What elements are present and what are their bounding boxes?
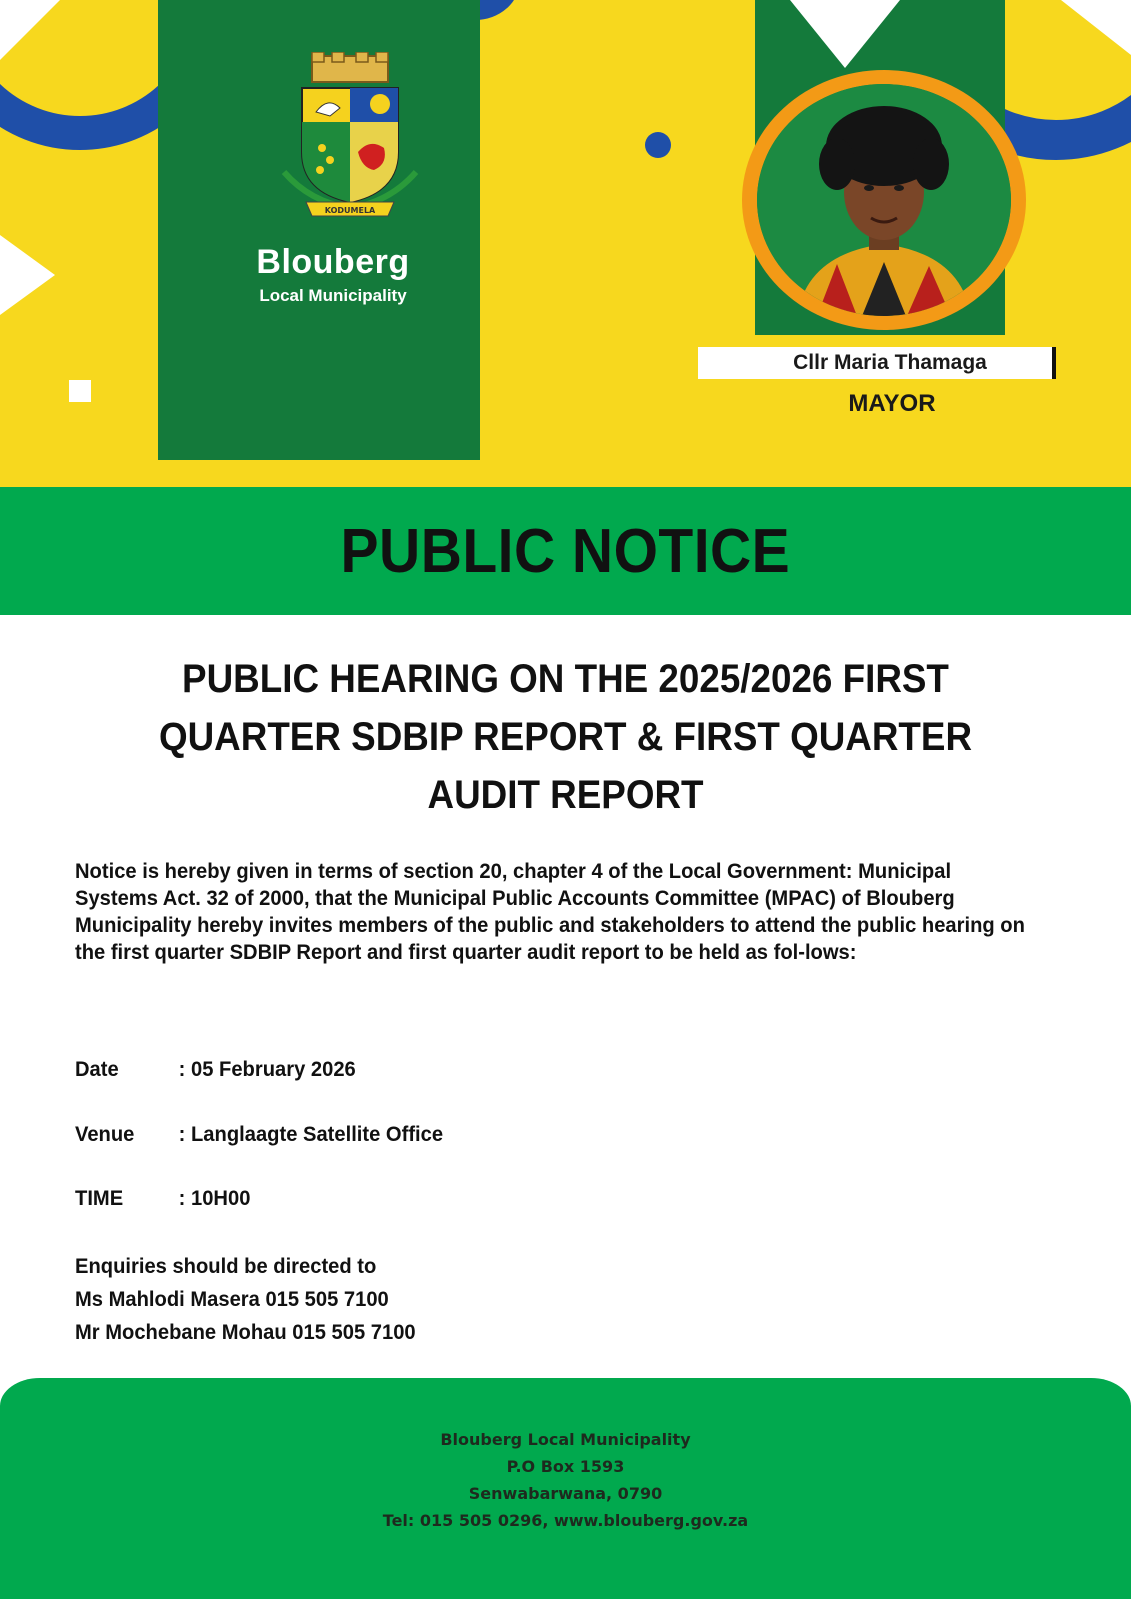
mayor-name: Cllr Maria Thamaga — [793, 351, 987, 374]
date-value: : 05 February 2026 — [178, 1058, 356, 1081]
mayor-portrait-icon — [757, 84, 1011, 316]
date-label: Date — [75, 1058, 119, 1081]
white-triangle-decoration — [1061, 0, 1131, 55]
white-notch-decoration — [790, 0, 900, 68]
public-notice-title: PUBLIC NOTICE — [340, 516, 791, 586]
white-triangle-decoration — [0, 0, 60, 60]
public-notice-band — [0, 487, 1131, 615]
footer-contact-line: Tel: 015 505 0296, www.blouberg.gov.za — [382, 1511, 749, 1530]
footer-address — [0, 1426, 1131, 1534]
mayor-name-bar — [698, 347, 1056, 379]
footer-line: Senwabarwana, 0790 — [468, 1484, 663, 1503]
detail-row-venue — [75, 1123, 747, 1147]
crest-motto: KODUMELA — [324, 206, 376, 215]
time-label: TIME — [75, 1187, 124, 1210]
footer-line: Blouberg Local Municipality — [440, 1430, 691, 1449]
brand-subtitle: Local Municipality — [259, 286, 407, 305]
brand-name: Blouberg — [256, 243, 410, 281]
notice-body-text: Notice is hereby given in terms of section 20, chapter 4 of the Local Government: Municipal Systems Act. 32 of 2000, that the Municipal Public Accounts Committee (MPAC) of Blouberg Municipality hereby invites members of the public and stakeholders to attend the public hearing on the first quarter SDBIP Report and first quarter audit report to be held as fol-lows: — [75, 860, 1025, 964]
hearing-title-line: QUARTER SDBIP REPORT & FIRST QUARTER — [158, 715, 973, 759]
detail-row-date — [75, 1058, 747, 1082]
footer-line: P.O Box 1593 — [506, 1457, 625, 1476]
enquiries-heading: Enquiries should be directed to — [75, 1255, 377, 1278]
mayor-portrait — [757, 84, 1011, 316]
time-value: : 10H00 — [178, 1187, 251, 1210]
enquiries-contact: Mr Mochebane Mohau 015 505 7100 — [75, 1321, 416, 1344]
municipality-logo-panel — [158, 0, 480, 460]
hearing-title — [100, 650, 1030, 824]
enquiries-block — [75, 1250, 747, 1349]
mayor-title: MAYOR — [848, 390, 936, 417]
white-square-decoration — [69, 380, 91, 402]
coat-of-arms-icon — [270, 52, 430, 222]
hearing-title-line: AUDIT REPORT — [427, 773, 704, 817]
white-triangle-decoration — [0, 235, 55, 315]
footer — [0, 1378, 1131, 1599]
venue-value: : Langlaagte Satellite Office — [178, 1123, 444, 1146]
hearing-title-line: PUBLIC HEARING ON THE 2025/2026 FIRST — [182, 657, 949, 701]
detail-row-time — [75, 1187, 747, 1211]
enquiries-contact: Ms Mahlodi Masera 015 505 7100 — [75, 1288, 389, 1311]
header-banner — [0, 0, 1131, 487]
venue-label: Venue — [75, 1123, 135, 1146]
blue-dot-decoration — [645, 132, 671, 158]
